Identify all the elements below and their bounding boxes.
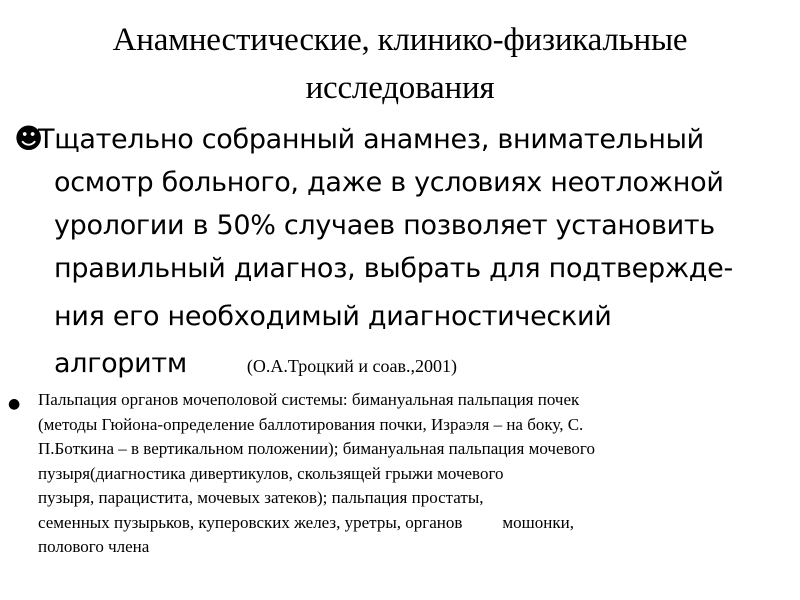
bullet-palpation-line-6-main: семенных пузырьков, куперовских желез, уретры, органов xyxy=(38,512,463,532)
title-line-2: исследования xyxy=(305,70,495,106)
bullet-palpation-line-6-tail: мошонки, xyxy=(502,512,574,532)
bullet-palpation-line-2: (методы Гюйона-определение баллотирования почки, Израэля – на боку, С. xyxy=(38,414,584,434)
bullet-anamnesis-line-1: Тщательно собранный анамнез, внимательный xyxy=(38,124,704,155)
bullet-palpation-line-3: П.Боткина – в вертикальном положении); бимануальная пальпация мочевого xyxy=(38,439,595,458)
bullet-palpation-line-5: пузыря, парацистита, мочевых затеков); пальпация простаты, xyxy=(38,488,484,507)
title-line-1: Анамнестические, клинико-физикальные xyxy=(112,22,688,58)
algorithm-word: алгоритм xyxy=(54,348,187,379)
bullet-palpation-line-7: полового члена xyxy=(38,537,150,556)
bullet-anamnesis-line-3: урологии в 50% случаев позволяет установить xyxy=(54,210,715,241)
citation: (О.А.Троцкий и соав.,2001) xyxy=(246,356,457,376)
smiley-icon: ☻ xyxy=(14,122,44,155)
bullet-palpation-line-4: пузыря(диагностика дивертикулов, скользящей грыжи мочевого xyxy=(38,463,504,483)
bullet-anamnesis-line-4: правильный диагноз, выбрать для подтвержде- xyxy=(54,253,733,284)
bullet-palpation-text xyxy=(38,388,793,560)
bullet-anamnesis-line-2: осмотр больного, даже в условиях неотложной xyxy=(54,167,724,198)
bullet-palpation-line-1: Пальпация органов мочеполовой системы: бимануальная пальпация почек xyxy=(38,390,580,409)
bullet-anamnesis-line-5: ния его необходимый диагностический xyxy=(54,301,612,332)
bullet-anamnesis-line-6 xyxy=(54,342,457,388)
bullet-palpation-line-6 xyxy=(38,511,793,536)
bullet-dot: ● xyxy=(8,396,21,412)
slide-title xyxy=(0,16,800,112)
